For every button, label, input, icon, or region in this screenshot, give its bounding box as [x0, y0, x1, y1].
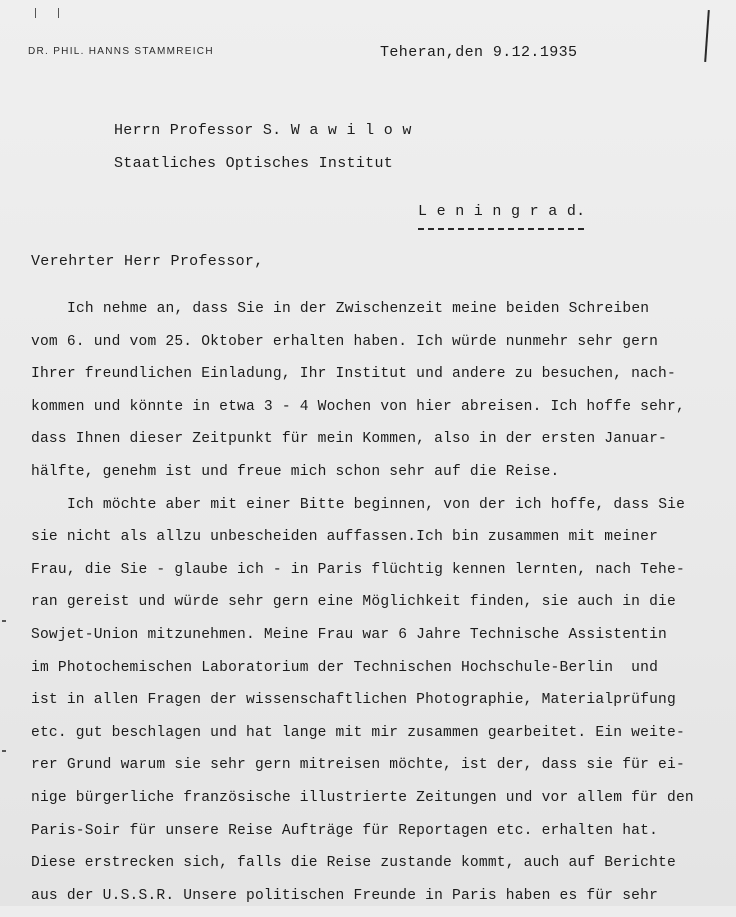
- body-line: im Photochemischen Laboratorium der Technischen Hochschule-Berlin und: [31, 659, 659, 676]
- body-line: Frau, die Sie - glaube ich - in Paris flüchtig kennen lernten, nach Tehe-: [31, 561, 685, 578]
- letterhead: DR. PHIL. HANNS STAMMREICH: [28, 46, 214, 57]
- body-line: ist in allen Fragen der wissenschaftlichen Photographie, Materialprüfung: [31, 692, 676, 709]
- body-line: sie nicht als allzu unbescheiden auffassen.Ich bin zusammen mit meiner: [31, 529, 659, 546]
- body-line: dass Ihnen dieser Zeitpunkt für mein Kommen, also in der ersten Januar-: [31, 431, 667, 448]
- body-line: vom 6. und vom 25. Oktober erhalten haben. Ich würde nunmehr sehr gern: [31, 333, 659, 350]
- body-line: Sowjet-Union mitzunehmen. Meine Frau war 6 Jahre Technische Assistentin: [31, 626, 667, 643]
- body-line: etc. gut beschlagen und hat lange mit mir zusammen gearbeitet. Ein weite-: [31, 724, 685, 741]
- body-line: Paris-Soir für unsere Reise Aufträge für Reportagen etc. erhalten hat.: [31, 822, 659, 839]
- recipient-name: Herrn Professor S. W a w i l o w: [114, 122, 412, 139]
- letter-body: [31, 298, 721, 917]
- margin-mark: [2, 620, 6, 622]
- margin-tick: [58, 8, 59, 18]
- body-line: nige bürgerliche französische illustrierte Zeitungen und vor allem für den: [31, 789, 694, 806]
- body-line: Ich nehme an, dass Sie in der Zwischenzeit meine beiden Schreiben: [67, 301, 650, 317]
- body-line: Ihrer freundlichen Einladung, Ihr Institut und andere zu besuchen, nach-: [31, 366, 676, 383]
- recipient-institute: Staatliches Optisches Institut: [114, 155, 394, 172]
- body-line: Diese erstrecken sich, falls die Reise zustande kommt, auch auf Berichte: [31, 855, 676, 872]
- body-line: ran gereist und würde sehr gern eine Möglichkeit finden, sie auch in die: [31, 594, 676, 611]
- body-line: rer Grund warum sie sehr gern mitreisen möchte, ist der, dass sie für ei-: [31, 757, 685, 774]
- margin-pen-stroke: [704, 10, 710, 62]
- margin-mark: [2, 750, 6, 752]
- recipient-city: L e n i n g r a d.: [418, 203, 586, 220]
- date-line: Teheran,den 9.12.1935: [380, 44, 578, 61]
- city-underline: [418, 228, 584, 230]
- body-line: hälfte, genehm ist und freue mich schon sehr auf die Reise.: [31, 463, 560, 480]
- salutation: Verehrter Herr Professor,: [31, 253, 264, 270]
- body-line: kommen und könnte in etwa 3 - 4 Wochen von hier abreisen. Ich hoffe sehr,: [31, 398, 685, 415]
- margin-tick: [35, 8, 36, 18]
- body-line: Ich möchte aber mit einer Bitte beginnen, von der ich hoffe, dass Sie: [67, 496, 686, 513]
- body-line: aus der U.S.S.R. Unsere politischen Freunde in Paris haben es für sehr: [31, 887, 659, 904]
